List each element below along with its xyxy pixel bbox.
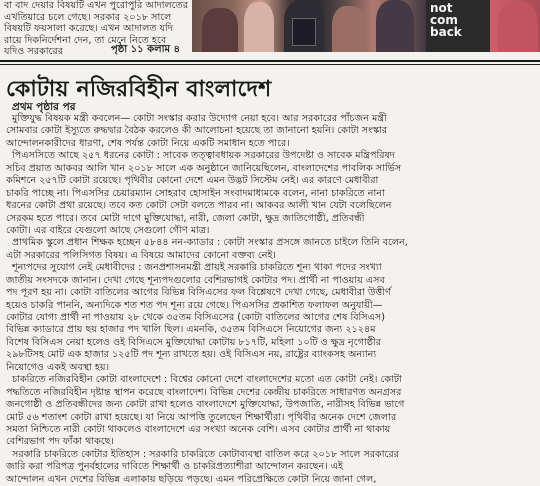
- article-line: কমিশনে ২৫৭টি কোটা রয়েছে। পৃথিবীর কোনো দেশে এমন উদ্ভট সিস্টেম নেই। এর কারণে মেধাবীরা: [6, 175, 379, 187]
- person-figure: [202, 8, 238, 52]
- article-line: এটা সরকারের পলিসিগত বিষয়। এ বিষয়ে আমাদের কোনো বক্তব্য নেই।: [6, 249, 276, 261]
- article-line: নিয়োগেও একই অবস্থা হয়।: [6, 361, 110, 373]
- article-line: বেশিরভাগ পদ ফাঁকা থাকছে।: [6, 436, 114, 448]
- article-line: বিশেষ বিসিএস নেয়া হলেও ওই বিসিএসে মুক্তিযোদ্ধা কোটায় ৮১৭টি, মহিলা ১০টি ও ক্ষুদ্র নৃগোষ্ঠীর: [6, 336, 381, 348]
- article-line: জারি করা পরিপত্র পুনর্বহালের দাবিতে শিক্ষার্থী ও চাকরিপ্রত্যাশীরা আন্দোলন করছেন। এই: [6, 461, 343, 473]
- article-line: ২৯৮টিসহ মোট এক হাজার ১২৫টি পদ শূন্য রাখতে হয়। ওই বিসিএস নয়, রাষ্ট্রের ব্যাংকসহ অন্যান্য: [6, 349, 377, 361]
- protest-placard: [426, 0, 490, 52]
- section-divider-thin: [0, 64, 540, 65]
- article-line: চাকরিতে নজিরবিহীন কোটা বাংলাদেশে : বিশ্বের কোনো দেশে বাংলাদেশের মতো এত কোটা নেই। কোটা: [12, 374, 402, 386]
- person-figure: [498, 2, 538, 52]
- top-column-line: বা বাদ দেয়ার বিষয়টি এখন পুরোপুরি আদালতের: [4, 0, 189, 11]
- article-line: বিভিন্ন ক্যাডারে প্রায় ছয় হাজার পদ খালি ছিল। এমনকি, ৩৫তম বিসিএসে নিয়োগের জন্য ২১২৪ম: [6, 324, 376, 336]
- article-line: শূন্যপদের সুযোগ নেই মেধাবীদের : জনপ্রশাসনমন্ত্রী প্রায়ই সরকারি চাকরিতে শূন্য থাকা পদের সংখ্যা: [12, 262, 382, 274]
- backpack: [292, 18, 316, 46]
- article-line: পদ্ধতিতে নজিরবিহীন দৃষ্টান্ত স্থাপন করেছে বাংলাদেশ। বিভিন্ন দেশের কেন্দ্রীয় চাকরিতে সাধারণত অনগ্রসর: [6, 386, 402, 398]
- article-headline: কোটায় নজিরবিহীন বাংলাদেশ: [6, 77, 272, 102]
- article-line: আন্দোলনকারীদের ধারণা, শেষ পর্যন্ত কোটা নিয়ে একটি সমাধান হতে পারে।: [6, 137, 290, 149]
- protest-photo: [192, 0, 540, 52]
- article-line: সেরকম হতে পারে। তবে মোটা দাগে মুক্তিযোদ্ধা, নারী, জেলা কোটা, ক্ষুদ্র জাতিগোষ্ঠী, প্রতিবন্ধী: [6, 212, 365, 224]
- top-column-line: বিষয়টি ফয়সালা করেছে। এখন আদালত যদি: [4, 23, 173, 35]
- section-divider: [0, 60, 540, 62]
- top-column-text: [4, 0, 190, 58]
- article-line: চাকরি পাচ্ছে না। পিএসসির চেয়ারম্যান সোহরাব হোসাইন সংবাদমাধ্যমকে বলেন, নানা চাকরিতে নানা: [6, 187, 385, 199]
- article-line: ধরনের কোটা প্রথা রয়েছে। তবে কত কোটা সেটা বলতে পারব না। আকবর আলী খান যেটা বলেছিলেন: [6, 200, 392, 212]
- article-line: সমতা নিশ্চিতে নারী কোটা থাকলেও বাংলাদেশে এর সংখ্যা অনেক বেশি। এসব কোটার প্রার্থী না থাকায়: [6, 423, 391, 435]
- article-line: কোটার যোগ্য প্রার্থী না পাওয়ায় ২৮ থেকে ৩৫তম বিসিএসের (কোটা বাতিলের আগের শেষ বিসিএস): [6, 312, 385, 323]
- article-kicker: প্রথম পৃষ্ঠার পর: [12, 101, 76, 113]
- placard-line: back: [430, 25, 462, 39]
- article-line: পদ পূরণ হয় না। কোটা বাতিলের আগের বিভিন্ন বিসিএসের ফল বিশ্লেষণে দেখা গেছে, মেধাবীরা উত্তীর্ণ: [6, 287, 391, 299]
- article-line: জনগোষ্ঠী ও প্রতিবন্ধীদের জন্য কোটা রাখা হলেও বাংলাদেশে মুক্তিযোদ্ধা, উপজাতি, নারীসহ বিভিন্ন ভাগে: [6, 399, 405, 411]
- article-line: সচিব প্রয়াত আকবর আলি খান ২০১৮ সালে এক অনুষ্ঠানে জানিয়েছিলেন, বাংলাদেশের পাবলিক সার্ভিস: [6, 162, 402, 174]
- article-line: মুক্তিযুদ্ধ বিষয়ক মন্ত্রী কবলেন— কোটা সংস্কার করার উদ্যোগ নেয়া হবে। আর সরকারের পাঁচজন মন্ত্রী: [12, 113, 387, 124]
- article-line: মোট ৫৬ শতাংশ কোটা রাখা হয়েছে। যা নিয়ে আপত্তি তুলেছেন শিক্ষার্থীরা। পৃথিবীর অনেক দেশে জেলার: [6, 411, 397, 423]
- article-line: হয়েও চাকরি পাননি, অন্যদিকে শত শত পদ শূন্য রয়ে গেছে। পিএসসির প্রকাশিত ফলাফল অনুযায়ী—: [6, 299, 383, 311]
- top-column-line: এখতিয়ারে চলে গেছে। সরকার ২০১৮ সালে: [4, 11, 172, 23]
- person-figure: [376, 0, 414, 52]
- article-line: সোমবার কোটা ইস্যুতে রুদ্ধদ্বার বৈঠক করলেও কী আলোচনা হয়েছে তা জানানো হয়নি। কোটা সংস্কার: [6, 125, 388, 137]
- article-line: কোটা। এর বাইরে যেগুলো আছে সেগুলো গৌণ মাত্র।: [6, 224, 210, 236]
- top-column-line: রায়ে দিকনির্দেশনা দেন, তা মেনে নিতে হবে: [4, 34, 167, 46]
- article-body: [6, 113, 534, 485]
- article-line: পিএসসিতে আছে ২৫৭ ধরনের কোটা : সাবেক তত্ত্বাবধায়ক সরকারের উপদেষ্টা ও সাবেক মন্ত্রিপরিষদ: [12, 150, 395, 162]
- placard-line: not: [430, 1, 453, 15]
- article-line: আন্দোলন এখন দেশের বিভিন্ন এলাকায় ছড়িয়ে পড়ছে। এমন পরিপ্রেক্ষিতে কোটা নিয়ে জানা গেল,: [6, 473, 377, 485]
- person-figure: [244, 2, 274, 52]
- article-line: প্রাথমিক স্কুলে প্রধান শিক্ষক হচ্ছেন ৫৮৪৪ নন-ক্যাডার : কোটা সংস্কার প্রসঙ্গে জানতে চাইলে তিনি বলেন,: [12, 237, 408, 249]
- article-line: সরকারি চাকরিতে কোটার ইতিহাস : সরকারি চাকরিতে কোটাব্যবস্থা বাতিল করে ২০১৮ সালে সরকারের: [12, 448, 399, 460]
- person-figure: [332, 6, 366, 52]
- top-column-last-line: যদিও সরকারের: [4, 46, 63, 58]
- top-strip: [0, 0, 540, 60]
- article-line: জাতীয় সংসদকে জানান। দেখা গেছে শূন্যপদগুলোর বেশিরভাগই কোটার পদ। প্রার্থী না পাওয়ায় এসব: [6, 274, 385, 286]
- continued-on-page-ref[interactable]: পৃষ্ঠা ১১ কলাম ৪: [110, 44, 180, 56]
- placard-line: com: [430, 13, 458, 27]
